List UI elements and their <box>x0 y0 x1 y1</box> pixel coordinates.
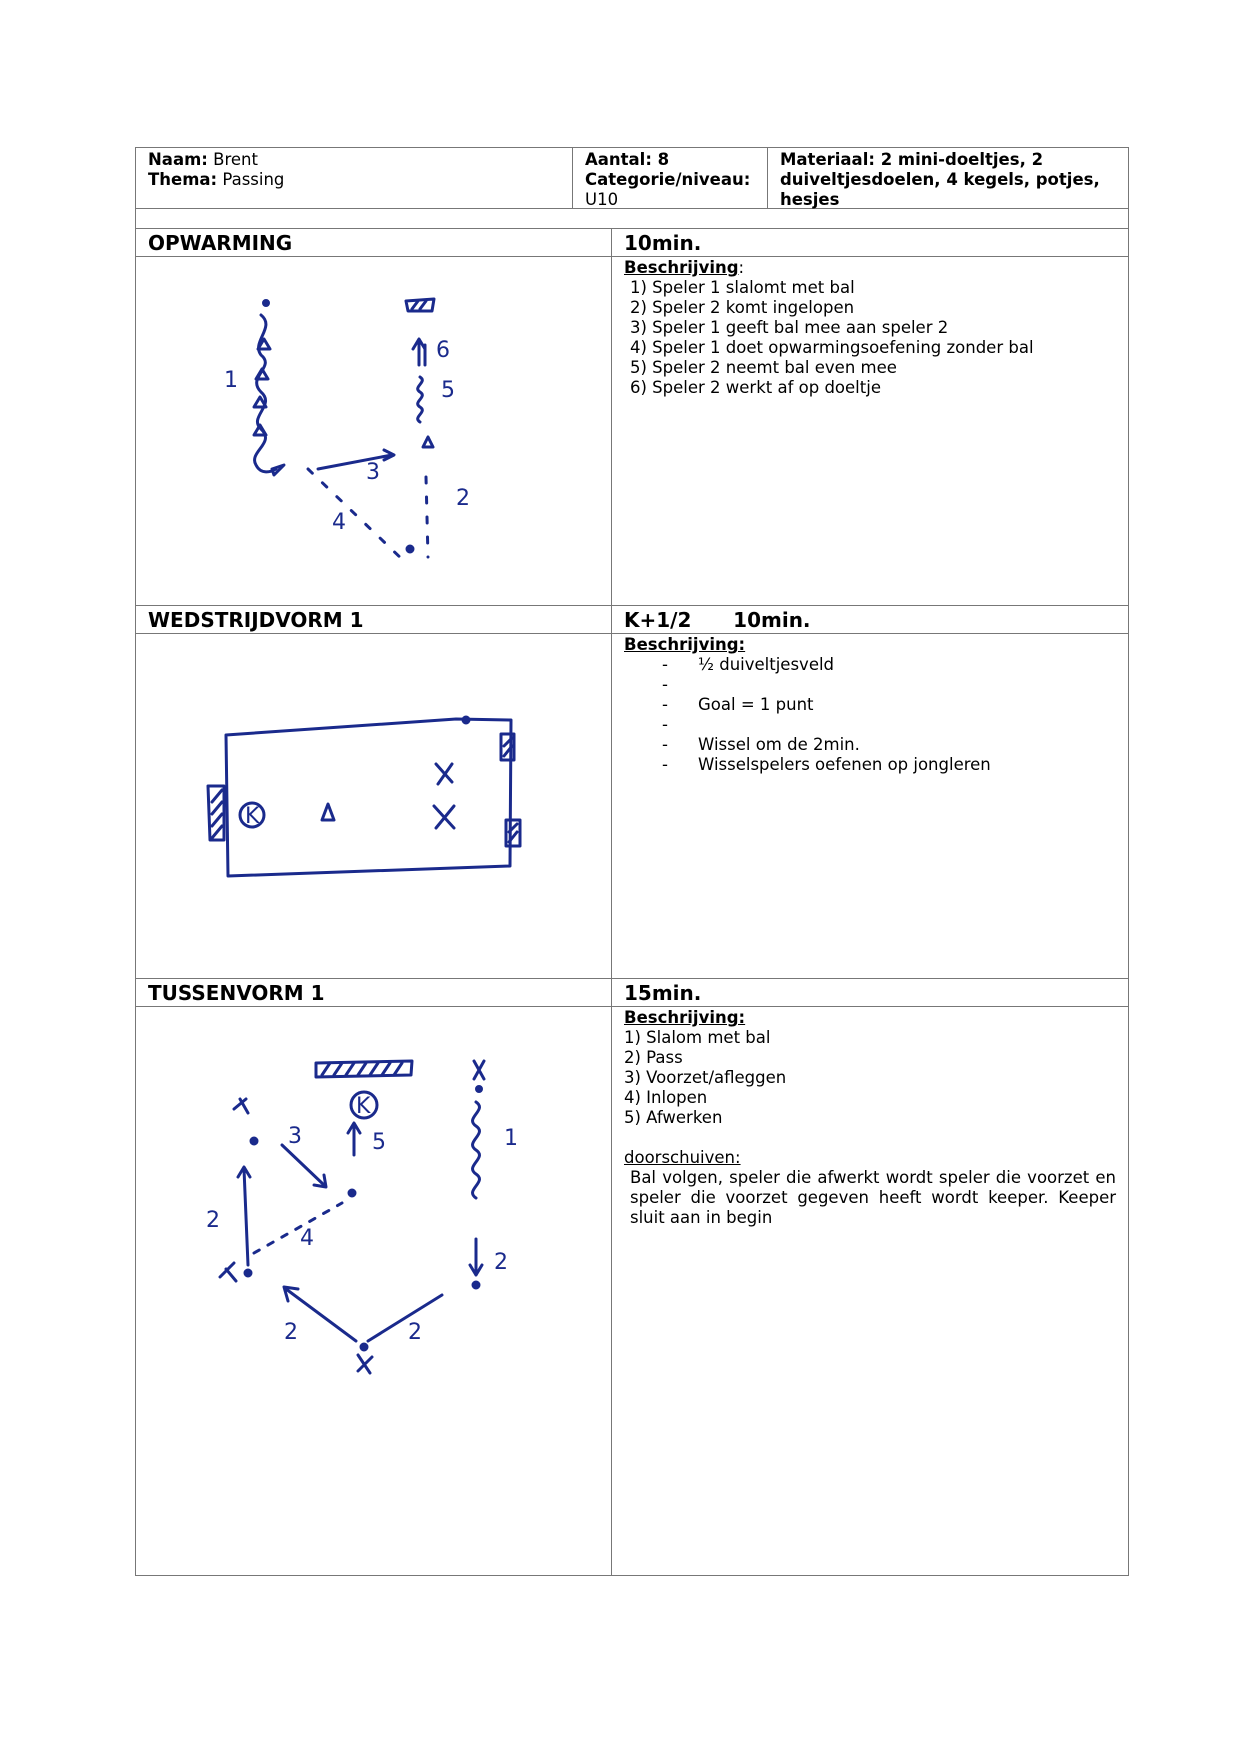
sketch-label-5: 5 <box>372 1130 386 1155</box>
thema-value: Passing <box>222 170 285 189</box>
wedstrijdvorm-sketch <box>136 634 612 978</box>
section-title: WEDSTRIJDVORM 1 <box>136 606 612 633</box>
categorie-value: U10 <box>585 190 619 209</box>
header-name-theme <box>136 148 573 208</box>
description-item: - Wisselspelers oefenen op jongleren <box>624 755 1116 775</box>
aantal-label: Aantal: 8 <box>585 150 670 169</box>
section-wedstrijdvorm <box>135 605 1129 979</box>
section-duration: 10min. <box>624 231 702 255</box>
description-cell <box>612 257 1128 605</box>
description-list <box>624 278 1116 398</box>
description-item: 2) Pass <box>624 1048 683 1067</box>
naam-value: Brent <box>213 150 258 169</box>
description-heading: Beschrijving <box>624 258 739 277</box>
sketch-label-1: 1 <box>504 1126 518 1151</box>
sketch-cell <box>136 257 612 605</box>
section-duration: K+1/2 10min. <box>624 608 811 632</box>
description-item: 3) Voorzet/afleggen <box>624 1068 787 1087</box>
description-item: - ½ duiveltjesveld <box>624 655 1116 675</box>
description-cell <box>612 1007 1128 1575</box>
materiaal-text: Materiaal: 2 mini-doeltjes, 2 duiveltjesdoelen, 4 kegels, potjes, hesjes <box>780 150 1100 209</box>
list-spacer <box>624 675 1116 695</box>
sketch-label-2-bottom-left: 2 <box>284 1320 298 1345</box>
sketch-cell <box>136 1007 612 1575</box>
sketch-label-6: 6 <box>436 338 450 363</box>
opwarming-sketch <box>136 257 612 605</box>
description-item: 4) Speler 1 doet opwarmingsoefening zonder bal <box>630 338 1034 357</box>
sketch-label-3: 3 <box>366 460 380 485</box>
list-spacer <box>624 715 1116 735</box>
description-item: 1) Speler 1 slalomt met bal <box>630 278 855 297</box>
rotation-heading: doorschuiven: <box>624 1148 741 1167</box>
sketch-cell <box>136 634 612 978</box>
description-item: 2) Speler 2 komt ingelopen <box>630 298 855 317</box>
sketch-label-2-bottom-right: 2 <box>408 1320 422 1345</box>
header-table <box>135 147 1129 209</box>
description-list <box>624 655 1116 775</box>
description-item: - Wissel om de 2min. <box>624 735 1116 755</box>
description-item: 5) Afwerken <box>624 1108 723 1127</box>
sketch-label-3: 3 <box>288 1124 302 1149</box>
description-item: 6) Speler 2 werkt af op doeltje <box>630 378 881 397</box>
thema-label: Thema: <box>148 170 218 189</box>
rotation-text: Bal volgen, speler die afwerkt wordt speler die voorzet en speler die voorzet gegeven heeft wordt keeper. Keeper sluit aan in begin <box>630 1168 1116 1227</box>
sketch-label-5: 5 <box>441 378 455 403</box>
description-item: 1) Slalom met bal <box>624 1028 771 1047</box>
sketch-label-4: 4 <box>300 1226 314 1251</box>
description-colon: : <box>738 258 745 277</box>
sketch-label-1: 1 <box>224 368 238 393</box>
sketch-label-k: K <box>245 804 260 829</box>
sketch-label-k: K <box>356 1094 371 1119</box>
naam-label: Naam: <box>148 150 208 169</box>
section-title: OPWARMING <box>136 229 612 256</box>
description-item: 5) Speler 2 neemt bal even mee <box>630 358 897 377</box>
section-tussenvorm <box>135 978 1129 1576</box>
section-opwarming <box>135 228 1129 606</box>
sketch-label-2: 2 <box>494 1250 508 1275</box>
categorie-label: Categorie/niveau: <box>585 170 751 189</box>
section-title: TUSSENVORM 1 <box>136 979 612 1006</box>
header-count-category <box>573 148 768 208</box>
sketch-label-2: 2 <box>456 486 470 511</box>
description-heading: Beschrijving: <box>624 1008 746 1027</box>
description-heading: Beschrijving: <box>624 635 746 654</box>
sketch-label-4: 4 <box>332 510 346 535</box>
description-item: 4) Inlopen <box>624 1088 708 1107</box>
tussenvorm-sketch <box>136 1007 612 1575</box>
section-duration: 15min. <box>624 981 702 1005</box>
description-item: - Goal = 1 punt <box>624 695 1116 715</box>
header-spacer-row <box>135 208 1129 229</box>
description-item: 3) Speler 1 geeft bal mee aan speler 2 <box>630 318 949 337</box>
description-cell <box>612 634 1128 978</box>
description-list <box>624 1028 1116 1128</box>
sketch-label-2-left: 2 <box>206 1208 220 1233</box>
